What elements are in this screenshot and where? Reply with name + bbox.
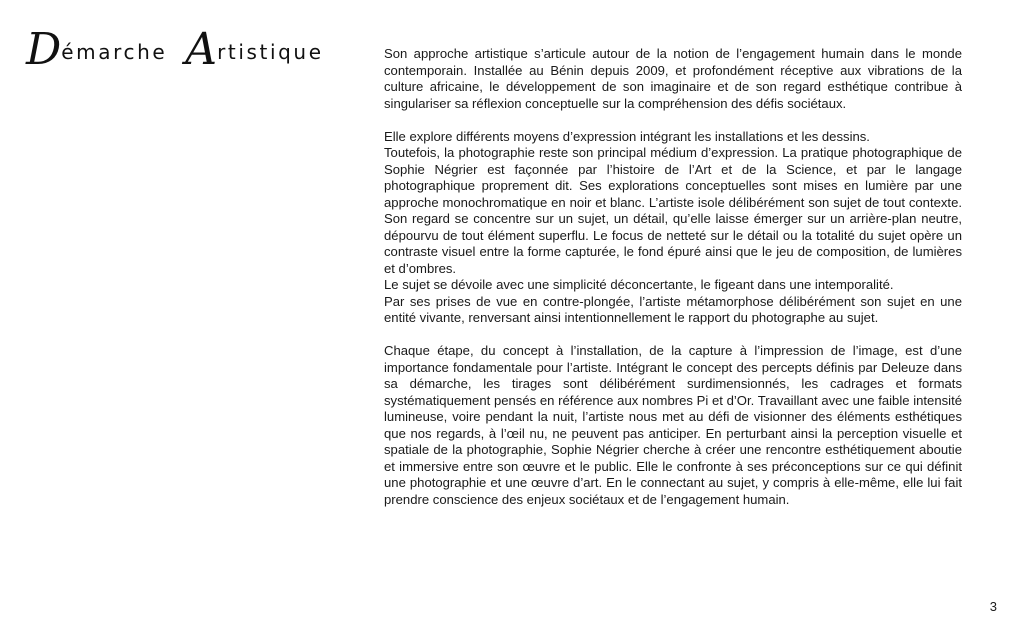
title-initial-a: A [185, 24, 218, 75]
body-text [384, 46, 962, 508]
paragraph-photography: Toutefois, la photographie reste son principal médium d’expression. La pratique photographique de Sophie Négrier est façonnée par l’histoire de l’Art et de la Science, et par le langage photographique proprement dit. Ses explorations conceptuelles sont mises en lumière par une approche monochromatique en noir et blanc. L’artiste isole délibérément son sujet de tout contexte. Son regard se concentre sur un sujet, un détail, qu’elle laisse émerger sur un arrière-plan neutre, dépourvu de tout élément superflu. Le focus de netteté sur le détail ou la totalité du sujet opère un contraste visuel entre la forme capturée, le fond épuré ainsi que le jeu de composition, de lumières et d’ombres. [384, 145, 962, 276]
paragraph-subject: Le sujet se dévoile avec une simplicité déconcertante, le figeant dans une intemporalité. [384, 277, 894, 292]
paragraph-contre-plongee: Par ses prises de vue en contre-plongée, l’artiste métamorphose délibérément son sujet en une entité vivante, renversant ainsi intentionnellement le rapport du photographe au sujet. [384, 293, 962, 325]
title-initial-d: D [26, 24, 62, 75]
title-word-artistique: rtistique [217, 40, 324, 64]
page-number: 3 [989, 599, 997, 614]
paragraph-explore: Elle explore différents moyens d’expression intégrant les installations et les dessins. [384, 128, 870, 144]
paragraph-process: Chaque étape, du concept à l’installation, de la capture à l’impression de l’image, est d’une importance fondamentale pour l’artiste. Intégrant le concept des percepts définis par Deleuze dans sa démarche, les tirages sont délibérément surdimensionnés, les cadrages et formats systématiquement pensés en référence aux nombres Pi et d’Or. Travaillant avec une faible intensité lumineuse, voire pendant la nuit, l’artiste nous met au défi de visionner des éléments esthétiques que nos regards, à l’œil nu, ne peuvent pas anticiper. En perturbant ainsi la perception visuelle et spatiale de la photographie, Sophie Négrier cherche à créer une rencontre esthétiquement aboutie et immersive entre son œuvre et le public. Elle le confronte à ses préconceptions sur ce qui définit une photographie et une œuvre d’art. En le connectant au sujet, y compris à elle-même, elle lui fait prendre conscience des enjeux sociétaux et de l’engagement humain. [384, 343, 962, 507]
title-word-demarche: émarche [61, 40, 168, 64]
page-title [26, 22, 346, 75]
paragraph-intro: Son approche artistique s’articule autour de la notion de l’engagement humain dans le monde contemporain. Installée au Bénin depuis 2009, et profondément réceptive aux vibrations de la culture africaine, le développement de son imaginaire et de son regard esthétique contribue à singulariser sa réflexion conceptuelle sur la compréhension des défis sociétaux. [384, 46, 962, 111]
